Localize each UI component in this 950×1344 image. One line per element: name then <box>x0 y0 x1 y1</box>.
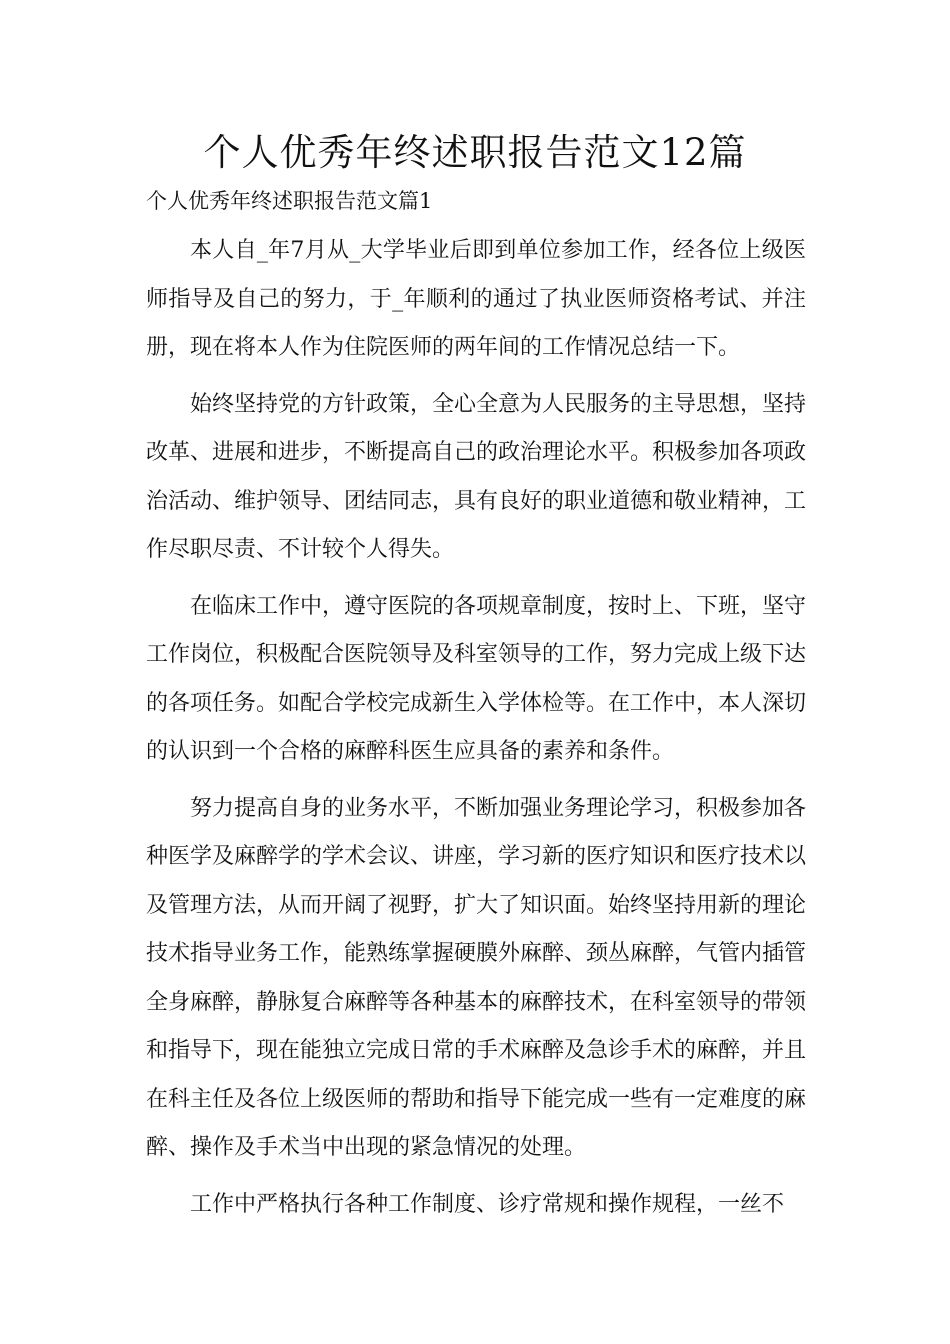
paragraph: 始终坚持党的方针政策，全心全意为人民服务的主导思想，坚持改革、进展和进步，不断提高自己的政治理论水平。积极参加各项政治活动、维护领导、团结同志，具有良好的职业道德和敬业精神，工作尽职尽责、不计较个人得失。 <box>146 391 807 562</box>
document-title: 个人优秀年终述职报告范文12篇 <box>203 131 747 174</box>
section-heading: 个人优秀年终述职报告范文篇1 <box>146 189 433 213</box>
paragraph: 本人自_年7月从_大学毕业后即到单位参加工作，经各位上级医师指导及自己的努力，于_年顺利的通过了执业医师资格考试、并注册，现在将本人作为住院医师的两年间的工作情况总结一下。 <box>146 238 806 360</box>
paragraph: 在临床工作中，遵守医院的各项规章制度，按时上、下班，坚守工作岗位，积极配合医院领导及科室领导的工作，努力完成上级下达的各项任务。如配合学校完成新生入学体检等。在工作中，本人深切的认识到一个合格的麻醉科医生应具备的素养和条件。 <box>146 593 807 764</box>
paragraph: 努力提高自身的业务水平，不断加强业务理论学习，积极参加各种医学及麻醉学的学术会议、讲座，学习新的医疗知识和医疗技术以及管理方法，从而开阔了视野，扩大了知识面。始终坚持用新的理论技术指导业务工作，能熟练掌握硬膜外麻醉、颈丛麻醉，气管内插管全身麻醉，静脉复合麻醉等各种基本的麻醉技术，在科室领导的带领和指导下，现在能独立完成日常的手术麻醉及急诊手术的麻醉，并且在科主任及各位上级医师的帮助和指导下能完成一些有一定难度的麻醉、操作及手术当中出现的紧急情况的处理。 <box>146 795 807 1160</box>
document-body <box>146 227 806 1237</box>
paragraph: 工作中严格执行各种工作制度、诊疗常规和操作规程，一丝不 <box>190 1191 785 1217</box>
